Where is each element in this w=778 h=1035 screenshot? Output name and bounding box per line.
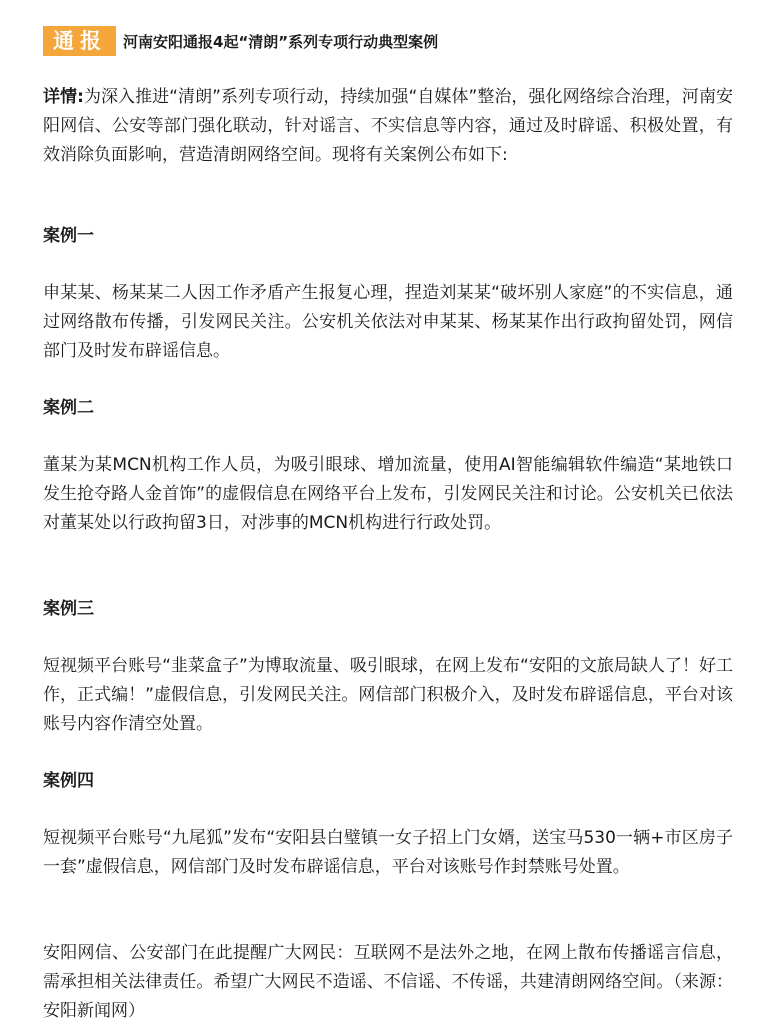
case-1-title: 案例一 (43, 226, 94, 246)
closing-paragraph: 安阳网信、公安部门在此提醒广大网民：互联网不是法外之地，在网上散布传播谣言信息，需承担相关法律责任。希望广大网民不造谣、不信谣、不传谣，共建清朗网络空间。（来源：安阳新闻网） (43, 943, 733, 1021)
notice-badge: 通报 (43, 26, 116, 56)
case-2-text: 董某为某MCN机构工作人员，为吸引眼球、增加流量，使用AI智能编辑软件编造“某地铁口发生抢夺路人金首饰”的虚假信息在网络平台上发布，引发网民关注和讨论。公安机关已依法对董某处以行政拘留3日，对涉事的MCN机构进行行政处罚。 (43, 455, 733, 533)
intro-text: 为深入推进“清朗”系列专项行动，持续加强“自媒体”整治，强化网络综合治理，河南安阳网信、公安等部门强化联动，针对谣言、不实信息等内容，通过及时辟谣、积极处置，有效消除负面影响，营造清朗网络空间。现将有关案例公布如下: (43, 87, 733, 165)
case-2-title: 案例二 (43, 398, 94, 418)
case-4-text: 短视频平台账号“九尾狐”发布“安阳县白璧镇一女子招上门女婿，送宝马530一辆+市区房子一套”虚假信息，网信部门及时发布辟谣信息，平台对该账号作封禁账号处置。 (43, 828, 733, 877)
case-3-title: 案例三 (43, 599, 94, 619)
intro-lead: 详情: (43, 87, 84, 107)
case-3-text: 短视频平台账号“韭菜盒子”为博取流量、吸引眼球，在网上发布“安阳的文旅局缺人了！好工作，正式编！”虚假信息，引发网民关注。网信部门积极介入，及时发布辟谣信息，平台对该账号内容作清空处置。 (43, 656, 733, 734)
intro-paragraph (43, 83, 733, 170)
case-1-text: 申某某、杨某某二人因工作矛盾产生报复心理，捏造刘某某“破坏别人家庭”的不实信息，通过网络散布传播，引发网民关注。公安机关依法对申某某、杨某某作出行政拘留处罚，网信部门及时发布辟谣信息。 (43, 283, 733, 361)
article-header (43, 26, 438, 56)
article-title: 河南安阳通报4起“清朗”系列专项行动典型案例 (123, 32, 439, 51)
case-4-title: 案例四 (43, 771, 94, 791)
